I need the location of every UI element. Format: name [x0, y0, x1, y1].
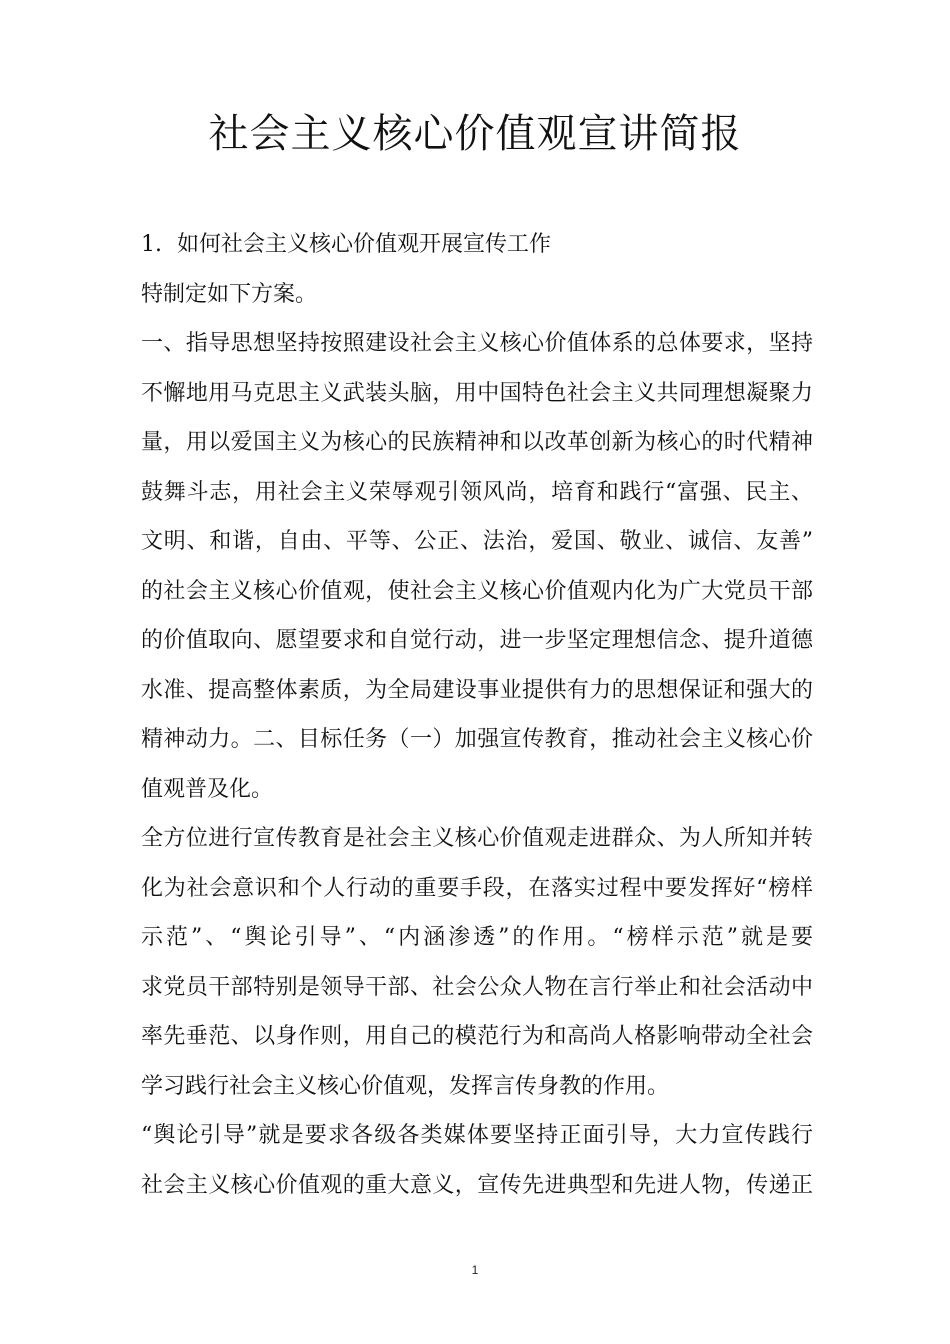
text-line: 一、指导思想坚持按照建设社会主义核心价值体系的总体要求，坚持 [141, 331, 813, 356]
text-line: 示范”、“舆论引导”、“内涵渗透”的作用。“榜样示范”就是要 [141, 925, 813, 950]
text-line: 特制定如下方案。 [141, 281, 318, 307]
section-heading [141, 220, 813, 270]
text-line: 不懈地用马克思主义武装头脑，用中国特色社会主义共同理想凝聚力 [141, 380, 813, 406]
text-line: 求党员干部特别是领导干部、社会公众人物在言行举止和社会活动中 [141, 974, 813, 1000]
text-line: 的价值取向、愿望要求和自觉行动，进一步坚定理想信念、提升道德 [141, 628, 813, 653]
section-heading-text: 如何社会主义核心价值观开展宣传工作 [177, 232, 552, 257]
text-line: 学习践行社会主义核心价值观，发挥言传身教的作用。 [141, 1073, 670, 1099]
text-line: 值观普及化。 [141, 776, 274, 802]
section-heading-number: 1. [141, 232, 162, 257]
text-line: 的社会主义核心价值观，使社会主义核心价值观内化为广大党员干部 [141, 578, 813, 604]
text-line: 精神动力。二、目标任务（一）加强宣传教育，推动社会主义核心价 [141, 727, 813, 752]
text-line: 全方位进行宣传教育是社会主义核心价值观走进群众、为人所知并转 [141, 826, 813, 851]
text-line: 鼓舞斗志，用社会主义荣辱观引领风尚，培育和践行“富强、民主、 [141, 479, 813, 505]
page-number: 1 [471, 1263, 479, 1277]
text-line: “舆论引导”就是要求各级各类媒体要坚持正面引导，大力宣传践行 [141, 1123, 813, 1148]
text-line: 化为社会意识和个人行动的重要手段，在落实过程中要发挥好“榜样 [141, 875, 813, 901]
document-body [141, 220, 813, 1210]
text-line: 率先垂范、以身作则，用自己的模范行为和高尚人格影响带动全社会 [141, 1024, 813, 1049]
text-line: 社会主义核心价值观的重大意义，宣传先进典型和先进人物，传递正 [141, 1172, 813, 1198]
text-line: 水准、提高整体素质，为全局建设事业提供有力的思想保证和强大的 [141, 677, 813, 703]
text-line: 量，用以爱国主义为核心的民族精神和以改革创新为核心的时代精神 [141, 430, 813, 455]
document-title: 社会主义核心价值观宣讲简报 [208, 111, 742, 157]
text-line: 文明、和谐，自由、平等、公正、法治，爱国、敬业、诚信、友善” [141, 529, 813, 554]
